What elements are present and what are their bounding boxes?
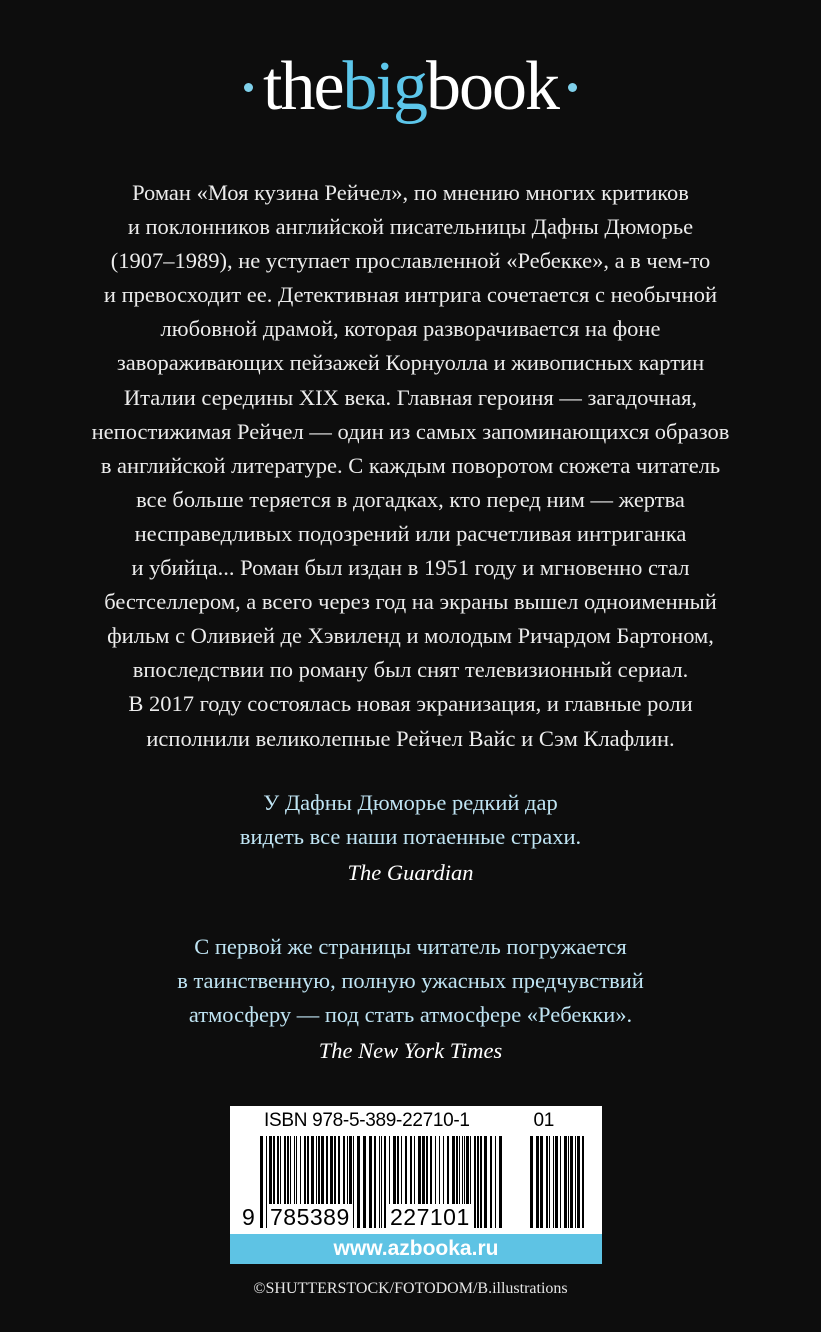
quote-line: У Дафны Дюморье редкий дар	[263, 790, 558, 815]
barcode-bar	[577, 1136, 580, 1228]
isbn-barcode-block	[230, 1106, 602, 1264]
barcode-bar	[540, 1136, 543, 1228]
description-line: фильм с Оливией де Хэвиленд и молодым Ричардом Бартоном,	[107, 623, 714, 649]
description-line: в английской литературе. С каждым поворотом сюжета читатель	[100, 452, 721, 478]
description-line: бестселлером, а всего через год на экраны вышел одноименный	[104, 589, 717, 615]
barcode-bar	[484, 1136, 487, 1228]
barcode-bar	[369, 1136, 372, 1228]
description-line: Роман «Моя кузина Рейчел», по мнению многих критиков	[132, 180, 689, 205]
publisher-url: www.azbooka.ru	[230, 1234, 602, 1264]
barcode-bar	[490, 1136, 492, 1228]
barcode-digit-first: 9	[242, 1204, 256, 1230]
isbn-label-row	[264, 1110, 598, 1132]
publisher-logo	[0, 48, 821, 125]
barcode-bar	[260, 1136, 263, 1228]
barcode-digit-group-right: 227101	[390, 1204, 470, 1230]
barcode-bar	[374, 1136, 376, 1228]
barcode-bar	[495, 1136, 496, 1228]
quote-line: С первой же страницы читатель погружается	[194, 934, 627, 959]
image-credit: ©SHUTTERSTOCK/FOTODOM/B.illustrations	[253, 1280, 568, 1297]
description-line: и поклонников английской писательницы Дафны Дюморье	[127, 214, 694, 240]
barcode-bar	[480, 1136, 482, 1228]
review-quote-nyt	[60, 930, 761, 1068]
barcode-bar	[546, 1136, 548, 1228]
description-line: и превосходит ее. Детективная интрига сочетается с необычной	[103, 282, 718, 308]
barcode-bar	[381, 1136, 382, 1228]
quote-line: в таинственную, полную ужасных предчувствий	[177, 968, 644, 993]
barcode-bar	[357, 1136, 360, 1228]
barcode-bar	[575, 1136, 576, 1228]
barcode-bar	[363, 1136, 366, 1228]
description-line: все больше теряется в догадках, кто перед ним — жертва	[136, 486, 685, 512]
isbn-addon-label: 01	[533, 1110, 554, 1131]
barcode-digit-group-left: 785389	[270, 1204, 350, 1230]
barcode-bar	[530, 1136, 533, 1228]
barcode-bar	[582, 1136, 584, 1228]
barcode-bar	[384, 1136, 386, 1228]
barcode-bar	[549, 1136, 550, 1228]
logo-part-big: big	[342, 48, 426, 125]
barcode-bar	[564, 1136, 567, 1228]
logo-dot-left	[244, 83, 253, 92]
description-line: непостижимая Рейчел — один из самых запоминающихся образов	[91, 418, 730, 444]
description-line: Италии середины XIX века. Главная героиня — загадочная,	[123, 384, 698, 410]
barcode-bar	[499, 1136, 502, 1228]
description-line: исполнили великолепные Рейчел Вайс и Сэм Клафлин.	[146, 725, 675, 751]
barcode-bar	[555, 1136, 558, 1228]
description-line: любовной драмой, которая разворачивается на фоне	[160, 316, 661, 342]
barcode-bar	[379, 1136, 380, 1228]
barcode-addon-bars	[530, 1136, 586, 1228]
barcode-bar	[570, 1136, 573, 1228]
barcode-bar	[560, 1136, 561, 1228]
quote-line: атмосферу — под стать атмосфере «Ребекки».	[188, 1002, 633, 1027]
description-line: впоследствии по роману был снят телевизионный сериал.	[132, 657, 689, 683]
description-line: и убийца... Роман был издан в 1951 году и мгновенно стал	[131, 555, 690, 581]
description-line: несправедливых подозрений или расчетливая интриганка	[134, 520, 687, 546]
barcode-bar	[568, 1136, 569, 1228]
barcode-bar	[553, 1136, 554, 1228]
review-quote-guardian	[60, 786, 761, 890]
quote-source: The New York Times	[318, 1038, 503, 1063]
description-line: В 2017 году состоялась новая экранизация, и главные роли	[128, 691, 693, 717]
logo-dot-right	[568, 83, 577, 92]
quote-line: видеть все наши потаенные страхи.	[239, 824, 582, 849]
barcode-bar	[474, 1136, 476, 1228]
book-description	[60, 176, 761, 756]
barcode-bar	[353, 1136, 354, 1228]
barcode-bar	[266, 1136, 267, 1228]
barcode-bar	[536, 1136, 539, 1228]
logo-part-the: the	[263, 48, 343, 125]
logo-part-book: book	[425, 48, 558, 125]
isbn-label: ISBN 978-5-389-22710-1	[264, 1110, 470, 1131]
description-line: (1907–1989), не уступает прославленной «Ребекке», а в чем-то	[110, 248, 711, 274]
barcode-bar	[477, 1136, 479, 1228]
quote-source: The Guardian	[347, 860, 474, 885]
description-line: завораживающих пейзажей Корнуолла и живописных картин	[116, 350, 705, 376]
